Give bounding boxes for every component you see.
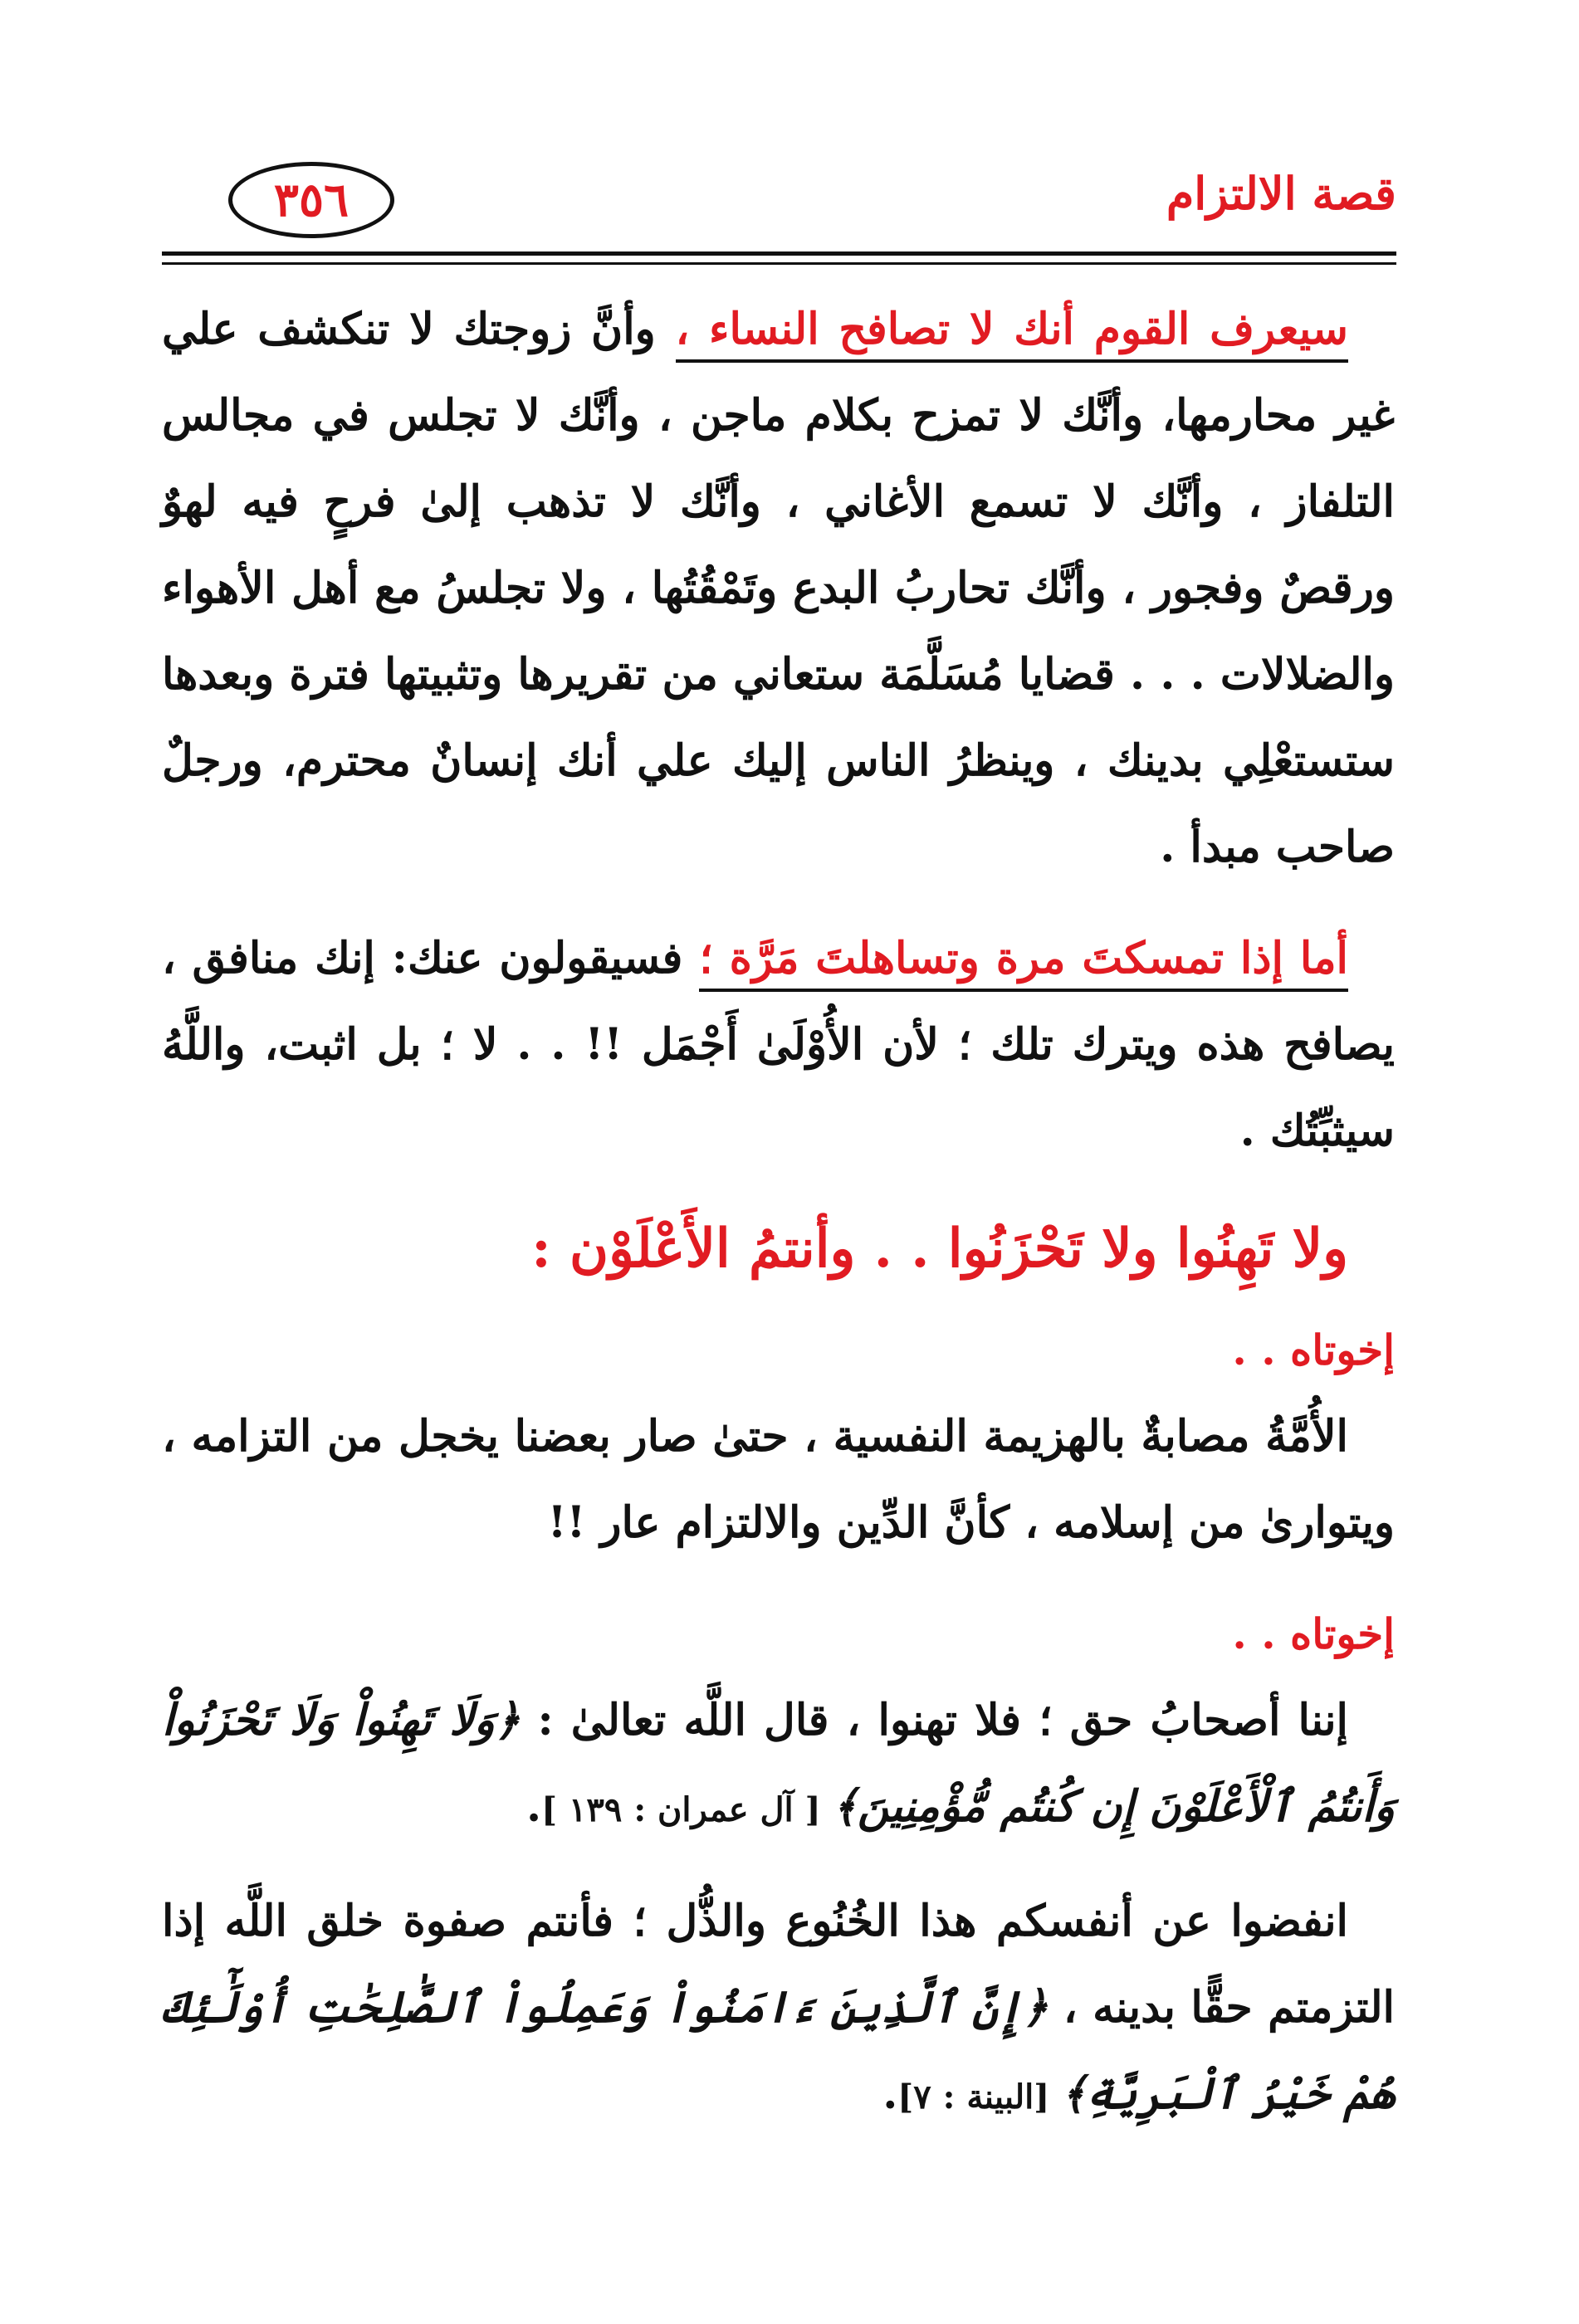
paragraph-text: فسيقولون عنك: إنك منافق ، يصافح هذه ويترك تلك ؛ لأن الأُوْلَىٰ أَجْمَل !! . . لا ؛ بل اثبت، واللَّهُ سيثبِّتُك . <box>162 933 1396 1156</box>
running-title: قصة الالتزام <box>1166 167 1396 220</box>
paragraph <box>162 915 1395 1174</box>
body-text <box>162 286 1395 2165</box>
paragraph-text: انفضوا عن أنفسكم هذا الخُنُوع والذُّل ؛ فأنتم صفوة خلق اللَّه إذا التزمتم حقًّا بدينه ، <box>162 1896 1395 2033</box>
page-header <box>162 162 1396 253</box>
quran-verse: ﴿إِنَّ ٱلَّذِينَ ءَامَنُواْ وَعَمِلُواْ ٱلصَّٰلِحَٰتِ أُوْلَٰٓئِكَ هُمْ خَيْرُ ٱلْبَرِيَّةِ﴾ <box>162 1982 1395 2119</box>
sub-heading: إخوتاه . . <box>1232 1326 1395 1374</box>
highlighted-phrase: أما إذا تمسكتَ مرة وتساهلتَ مَرَّة ؛ <box>699 933 1348 992</box>
paragraph-end: . <box>882 2068 898 2119</box>
header-rule-thin <box>162 262 1396 265</box>
paragraph: الأُمَّةُ مصابةٌ بالهزيمة النفسية ، حتىٰ صار بعضنا يخجل من التزامه ، ويتوارىٰ من إسلامه ، كأنَّ الدِّين والالتزام عار !! <box>162 1411 1395 1548</box>
paragraph-text: وأنَّ زوجتك لا تنكشف علي غير محارمها، وأنَّك لا تمزح بكلام ماجن ، وأنَّك لا تجلس في مجالس التلفاز ، وأنَّك لا تسمع الأغاني ، وأنَّك لا تذهب إلىٰ فرحٍ فيه لهوٌ ورقصٌ وفجور ، وأنَّك تحاربُ البدع وتَمْقُتُها ، ولا تجلسُ مع أهل الأهواء والضلالات . . . قضايا مُسَلَّمَة ستعاني من تقريرها وتثبيتها فترة وبعدها ستستعْلِي بدينك ، وينظرُ الناس إليك علي أنك إنسانٌ محترم، ورجلٌ صاحب مبدأ . <box>162 304 1395 872</box>
page-number: ٣٥٦ <box>228 162 394 238</box>
quran-verse: ﴿وَلَا تَهِنُواْ وَلَا تَحْزَنُواْ وَأَنتُمُ ٱلْأَعْلَوْنَ إِن كُنتُم مُّؤْمِنِينَ﴾ <box>162 1695 1395 1832</box>
verse-reference: [ آل عمران : ١٣٩ ] <box>541 1790 833 1829</box>
paragraph <box>162 1677 1395 1853</box>
highlighted-phrase: سيعرف القوم أنك لا تصافح النساء ، <box>676 304 1349 363</box>
paragraph-text: إننا أصحابُ حق ؛ فلا تهنوا ، قال اللَّه تعالىٰ : <box>520 1695 1348 1745</box>
paragraph <box>162 1878 1395 2141</box>
sub-heading: إخوتاه . . <box>1232 1609 1395 1658</box>
paragraph <box>162 286 1395 891</box>
section-heading: ولا تَهِنُوا ولا تَحْزَنُوا . . وأنتمُ الأَعْلَوْن : <box>531 1218 1348 1280</box>
paragraph-end: . <box>526 1781 542 1832</box>
header-rule-thick <box>162 251 1396 256</box>
verse-reference: [البينة : ٧] <box>897 2077 1062 2116</box>
